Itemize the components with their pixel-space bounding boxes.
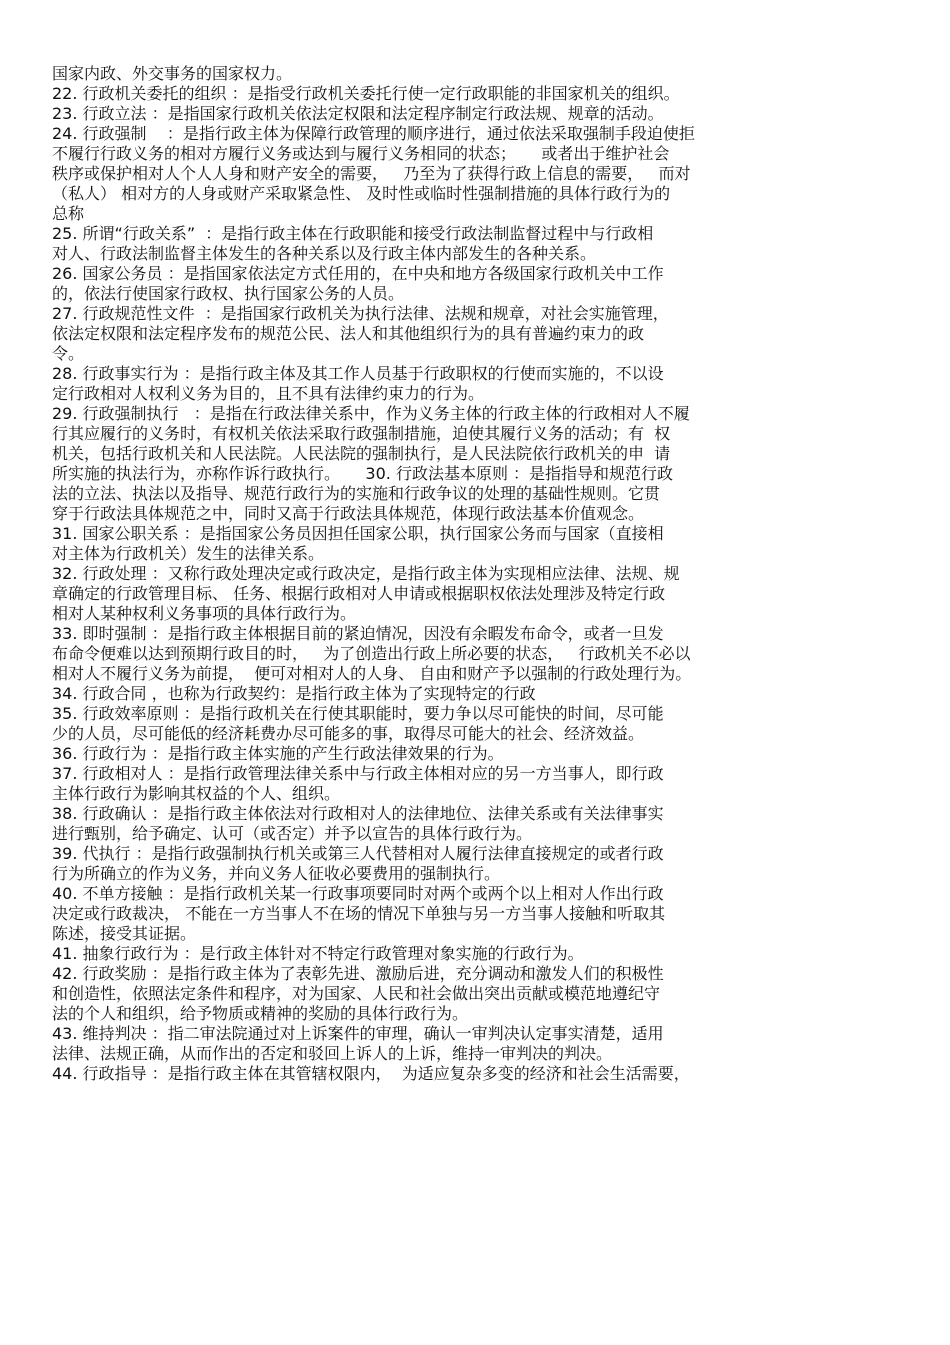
text-line: 25. 所谓“行政关系” ：是指行政主体在行政职能和接受行政法制监督过程中与行政相: [52, 224, 654, 243]
text-line: 38. 行政确认 ：是指行政主体依法对行政相对人的法律地位、法律关系或有关法律事实: [52, 804, 664, 823]
text-line: 依法定权限和法定程序发布的规范公民、法人和其他组织行为的具有普遍约束力的政: [52, 324, 645, 343]
text-line: 少的人员，尽可能低的经济耗费办尽可能多的事，取得尽可能大的社会、经济效益。: [52, 724, 645, 743]
document-body: [52, 64, 912, 1084]
text-line: 31. 国家公职关系 ：是指国家公务员因担任国家公职，执行国家公务而与国家（直接相: [52, 524, 664, 543]
text-line: 相对人不履行义务为前提， 便可对相对人的人身、 自由和财产予以强制的行政处理行为。: [52, 664, 692, 683]
text-line: 37. 行政相对人 ：是指行政管理法律关系中与行政主体相对应的另一方当事人，即行政: [52, 764, 664, 783]
text-line: 行为所确立的作为义务，并向义务人征收必要费用的强制执行。: [52, 864, 501, 883]
text-line: 42. 行政奖励 ：是指行政主体为了表彰先进、激励后进，充分调动和激发人们的积极性: [52, 964, 664, 983]
text-line: 27. 行政规范性文件 ：是指国家行政机关为执行法律、法规和规章，对社会实施管理，: [52, 304, 669, 323]
text-line: 32. 行政处理 ：又称行政处理决定或行政决定，是指行政主体为实现相应法律、法规、规: [52, 564, 680, 583]
text-line: （私人） 相对方的人身或财产采取紧急性、 及时性或临时性强制措施的具体行政行为的: [52, 184, 671, 203]
text-line: 穿于行政法具体规范之中，同时又高于行政法具体规范，体现行政法基本价值观念。: [52, 504, 645, 523]
text-line: 国家内政、外交事务的国家权力。: [52, 64, 293, 83]
text-line: 39. 代执行 ：是指行政强制执行机关或第三人代替相对人履行法律直接规定的或者行政: [52, 844, 664, 863]
text-line: 40. 不单方接触 ：是指行政机关某一行政事项要同时对两个或两个以上相对人作出行政: [52, 884, 664, 903]
text-line: 陈述，接受其证据。: [52, 924, 197, 943]
text-line: 36. 行政行为 ：是指行政主体实施的产生行政法律效果的行为。: [52, 744, 504, 763]
text-line: 定行政相对人权利义务为目的，且不具有法律约束力的行为。: [52, 384, 485, 403]
text-line: 34. 行政合同 ，也称为行政契约：是指行政主体为了实现特定的行政: [52, 684, 536, 703]
text-line: 24. 行政强制 ：是指行政主体为保障行政管理的顺序进行，通过依法采取强制手段迫使拒: [52, 124, 695, 143]
text-line: 决定或行政裁决， 不能在一方当事人不在场的情况下单独与另一方当事人接触和听取其: [52, 904, 666, 923]
text-line: 不履行行政义务的相对方履行义务或达到与履行义务相同的状态； 或者出于维护社会: [52, 144, 670, 163]
text-line: 29. 行政强制执行 ：是指在行政法律关系中，作为义务主体的行政主体的行政相对人不履: [52, 404, 690, 423]
text-line: 主体行政行为影响其权益的个人、组织。: [52, 784, 341, 803]
text-line: 28. 行政事实行为 ：是指行政主体及其工作人员基于行政职权的行使而实施的，不以设: [52, 364, 664, 383]
text-line: 机关，包括行政机关和人民法院。人民法院的强制执行，是人民法院依行政机关的申 请: [52, 444, 671, 463]
text-line: 和创造性，依照法定条件和程序，对为国家、人民和社会做出突出贡献或模范地遵纪守: [52, 984, 661, 1003]
text-line: 的，依法行使国家行政权、执行国家公务的人员。: [52, 284, 405, 303]
text-line: 23. 行政立法 ：是指国家行政机关依法定权限和法定程序制定行政法规、规章的活动。: [52, 104, 664, 123]
text-line: 35. 行政效率原则 ：是指行政机关在行使其职能时，要力争以尽可能快的时间，尽可能: [52, 704, 664, 723]
text-line: 秩序或保护相对人个人人身和财产安全的需要， 乃至为了获得行政上信息的需要， 而对: [52, 164, 691, 183]
text-line: 43. 维持判决 ：指二审法院通过对上诉案件的审理，确认一审判决认定事实清楚，适用: [52, 1024, 664, 1043]
text-line: 法的立法、执法以及指导、规范行政行为的实施和行政争议的处理的基础性规则。它贯: [52, 484, 661, 503]
text-line: 行其应履行的义务时，有权机关依法采取行政强制措施，迫使其履行义务的活动；有 权: [52, 424, 671, 443]
text-line: 对人、行政法制监督主体发生的各种关系以及行政主体内部发生的各种关系。: [52, 244, 597, 263]
text-line: 44. 行政指导 ：是指行政主体在其管辖权限内， 为适应复杂多变的经济和社会生活需要，: [52, 1064, 690, 1083]
text-line: 22. 行政机关委托的组织 ：是指受行政机关委托行使一定行政职能的非国家机关的组织。: [52, 84, 680, 103]
text-line: 对主体为行政机关）发生的法律关系。: [52, 544, 325, 563]
text-line: 法的个人和组织，给予物质或精神的奖励的具体行政行为。: [52, 1004, 469, 1023]
text-line: 33. 即时强制 ：是指行政主体根据目前的紧迫情况，因没有余暇发布命令，或者一旦发: [52, 624, 664, 643]
text-line: 令。: [52, 344, 85, 363]
text-line: 26. 国家公务员 ：是指国家依法定方式任用的，在中央和地方各级国家行政机关中工作: [52, 264, 664, 283]
text-line: 所实施的执法行为，亦称作诉行政执行。 30. 行政法基本原则 ：是指指导和规范行政: [52, 464, 674, 483]
text-line: 相对人某种权利义务事项的具体行政行为。: [52, 604, 357, 623]
text-line: 41. 抽象行政行为 ：是行政主体针对不特定行政管理对象实施的行政行为。: [52, 944, 584, 963]
text-line: 法律、法规正确，从而作出的否定和驳回上诉人的上诉，维持一审判决的判决。: [52, 1044, 613, 1063]
text-line: 进行甄别，给予确定、认可（或否定）并予以宣告的具体行政行为。: [52, 824, 533, 843]
text-line: 章确定的行政管理目标、 任务、根据行政相对人申请或根据职权依法处理涉及特定行政: [52, 584, 666, 603]
text-line: 布命令便难以达到预期行政目的时， 为了创造出行政上所必要的状态， 行政机关不必以: [52, 644, 691, 663]
text-line: 总称: [52, 204, 85, 223]
